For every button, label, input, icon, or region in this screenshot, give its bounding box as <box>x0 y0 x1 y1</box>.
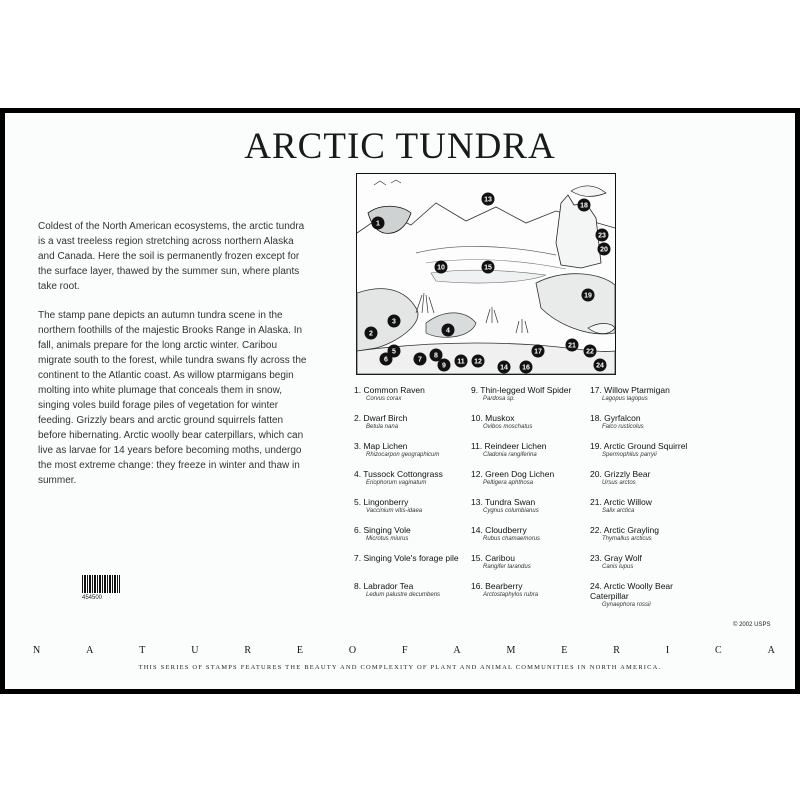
scene-marker-number: 10 <box>437 264 445 272</box>
legend-item <box>590 553 714 571</box>
series-title-letter: I <box>665 645 670 656</box>
scene-marker-number: 2 <box>369 330 373 338</box>
legend-item <box>590 413 714 431</box>
legend-item-name: 9. Thin-legged Wolf Spider <box>471 385 572 395</box>
series-title-letter: R <box>244 645 251 656</box>
legend-item-name: 5. Lingonberry <box>354 497 409 507</box>
legend-item <box>354 441 478 459</box>
legend-item <box>471 385 595 403</box>
legend-item-name: 12. Green Dog Lichen <box>471 469 555 479</box>
legend-item-scientific-name: Arctostaphylos rubra <box>483 592 539 598</box>
legend-item-scientific-name: Rangifer tarandus <box>483 564 531 570</box>
legend-item-scientific-name: Rubus chamaemorus <box>483 536 541 542</box>
legend-item-scientific-name: Ledum palustre decumbens <box>366 592 441 598</box>
legend-item-name: 24. Arctic Woolly Bear Caterpillar <box>590 581 673 601</box>
legend-item <box>590 469 714 487</box>
legend-item <box>471 581 595 599</box>
legend-item-name: 6. Singing Vole <box>354 525 411 535</box>
intro-text <box>38 219 310 502</box>
legend-item <box>354 581 478 599</box>
series-title-letter: T <box>139 645 146 656</box>
stamp-sheet-border <box>0 108 800 694</box>
series-title-letter: C <box>715 645 722 656</box>
legend-item-scientific-name: Canis lupus <box>602 564 634 570</box>
legend-item-scientific-name: Eriophorum vaginatum <box>366 480 427 486</box>
scene-marker-number: 24 <box>596 362 604 370</box>
scene-marker-number: 12 <box>474 358 482 366</box>
legend-item-scientific-name: Cygnus columbianus <box>483 508 539 514</box>
page-title: ARCTIC TUNDRA <box>244 126 556 167</box>
legend-item-name: 15. Caribou <box>471 553 515 563</box>
stamp-sheet-panel <box>5 113 795 689</box>
legend-item <box>590 385 714 403</box>
series-title-letter: E <box>296 645 303 656</box>
series-title <box>33 645 775 656</box>
legend-item-name: 8. Labrador Tea <box>354 581 414 591</box>
legend-item-scientific-name: Gynaephora rossii <box>602 602 651 608</box>
series-title-letter: E <box>561 645 568 656</box>
legend-item-name: 11. Reindeer Lichen <box>471 441 547 451</box>
scene-marker-number: 22 <box>586 348 594 356</box>
legend-item <box>354 385 478 403</box>
legend-item-scientific-name: Betula nana <box>366 424 399 430</box>
legend-item-name: 3. Map Lichen <box>354 441 408 451</box>
legend-item <box>471 413 595 431</box>
series-title-letter: R <box>613 645 620 656</box>
legend-item <box>354 469 478 487</box>
legend-item <box>590 581 714 609</box>
legend-item-scientific-name: Peltigera aphthosa <box>483 480 534 486</box>
legend-item <box>354 525 478 543</box>
scene-marker-number: 14 <box>500 364 508 372</box>
scene-marker-number: 19 <box>584 292 592 300</box>
series-title-letter: A <box>767 645 775 656</box>
legend-item-name: 23. Gray Wolf <box>590 553 642 563</box>
legend-item-name: 16. Bearberry <box>471 581 523 591</box>
legend-item-name: 17. Willow Ptarmigan <box>590 385 670 395</box>
legend-item <box>471 525 595 543</box>
legend-item-name: 20. Grizzly Bear <box>590 469 651 479</box>
legend-item-scientific-name: Microtus miurus <box>366 536 409 542</box>
scene-marker-number: 23 <box>598 232 606 240</box>
legend-item-name: 7. Singing Vole's forage pile <box>354 553 459 563</box>
legend-item-name: 2. Dwarf Birch <box>354 413 408 423</box>
series-title-letter: U <box>191 645 199 656</box>
legend-item <box>471 441 595 459</box>
legend-item-scientific-name: Ovibos moschatus <box>483 424 533 430</box>
legend-item <box>354 553 478 563</box>
scene-marker-number: 13 <box>484 196 492 204</box>
series-title-letter: F <box>401 645 408 656</box>
legend-item-scientific-name: Corvus corax <box>366 396 402 402</box>
legend-item <box>590 497 714 515</box>
legend-item <box>590 441 714 459</box>
scene-marker-number: 20 <box>600 246 608 254</box>
legend-item-scientific-name: Salix arctica <box>602 508 635 514</box>
legend-item-scientific-name: Falco rusticolus <box>602 424 644 430</box>
series-title-letter: A <box>453 645 461 656</box>
series-title-letter: M <box>506 645 516 656</box>
legend-item-scientific-name: Cladonia rangiferina <box>483 452 537 458</box>
legend-item-name: 14. Cloudberry <box>471 525 527 535</box>
legend-item-scientific-name: Spermophilus parryii <box>602 452 657 458</box>
scene-marker-number: 5 <box>392 348 396 356</box>
legend-item-name: 1. Common Raven <box>354 385 425 395</box>
scene-marker-number: 3 <box>392 318 396 326</box>
legend-item-scientific-name: Thymallus arcticus <box>602 536 652 542</box>
legend-item <box>354 497 478 515</box>
legend-item <box>471 553 595 571</box>
copyright: © 2002 USPS <box>733 622 771 628</box>
legend-item-scientific-name: Ursus arctos <box>602 480 636 486</box>
legend-item-scientific-name: Rhizocarpon geographicum <box>366 452 440 458</box>
series-title-letter: A <box>86 645 94 656</box>
scene-marker-number: 8 <box>434 352 438 360</box>
scene-marker-number: 6 <box>384 356 388 364</box>
legend-item-name: 22. Arctic Grayling <box>590 525 659 535</box>
scene-marker-number: 1 <box>376 220 380 228</box>
series-title-letter: N <box>33 645 41 656</box>
scene-marker-number: 7 <box>418 356 422 364</box>
legend-item <box>354 413 478 431</box>
legend-item-name: 4. Tussock Cottongrass <box>354 469 443 479</box>
legend-item <box>471 497 595 515</box>
legend-item-name: 13. Tundra Swan <box>471 497 536 507</box>
scene-marker-number: 16 <box>522 364 530 372</box>
series-title-letter: O <box>348 645 357 656</box>
scene-marker-number: 4 <box>446 327 450 335</box>
intro-paragraph-2: The stamp pane depicts an autumn tundra scene in the northern foothills of the majestic Brooks Range in Alaska. In fall, animals prepare for the long arctic winter. Caribou migrate south to the forest, while tundra swans fly across the continent to the Atlantic coast. As willow ptarmigans begin molting into white plumage that conceals them in snow, singing voles build forage piles of vegetation for winter feeding. Grizzly bears and arctic ground squirrels fatten before hibernating. Arctic woolly bear caterpillars, which can live as larvae for 14 years before becoming moths, undergo the most extreme change: they freeze in winter and thaw in summer. <box>38 310 307 486</box>
series-tagline: THIS SERIES OF STAMPS FEATURES THE BEAUTY AND COMPLEXITY OF PLANT AND ANIMAL COMMUNITIES IN NORTH AMERICA. <box>138 664 662 671</box>
legend-item-scientific-name: Vaccinium vitis-idaea <box>366 508 423 514</box>
scene-marker-number: 21 <box>568 342 576 350</box>
barcode-number: 454500 <box>82 595 103 601</box>
scene-marker-number: 17 <box>534 348 542 356</box>
legend-item <box>590 525 714 543</box>
scene-marker-number: 15 <box>484 264 492 272</box>
intro-paragraph-1: Coldest of the North American ecosystems, the arctic tundra is a vast treeless region stretching across northern Alaska and Canada. Here the soil is permanently frozen except for the surface layer, thawed by the summer sun, where plants take root. <box>38 221 305 292</box>
legend-item-name: 19. Arctic Ground Squirrel <box>590 441 688 451</box>
legend-item-scientific-name: Lagopus lagopus <box>602 396 648 402</box>
legend-item-scientific-name: Pardosa sp. <box>483 396 516 402</box>
barcode <box>82 575 120 593</box>
legend-item-name: 21. Arctic Willow <box>590 497 652 507</box>
legend-item <box>471 469 595 487</box>
legend-item-name: 18. Gyrfalcon <box>590 413 641 423</box>
scene-marker-number: 11 <box>457 358 465 366</box>
scene-marker-number: 9 <box>442 362 446 370</box>
scene-marker-number: 18 <box>580 202 588 210</box>
legend-item-name: 10. Muskox <box>471 413 515 423</box>
tundra-scene-illustration <box>356 173 616 375</box>
